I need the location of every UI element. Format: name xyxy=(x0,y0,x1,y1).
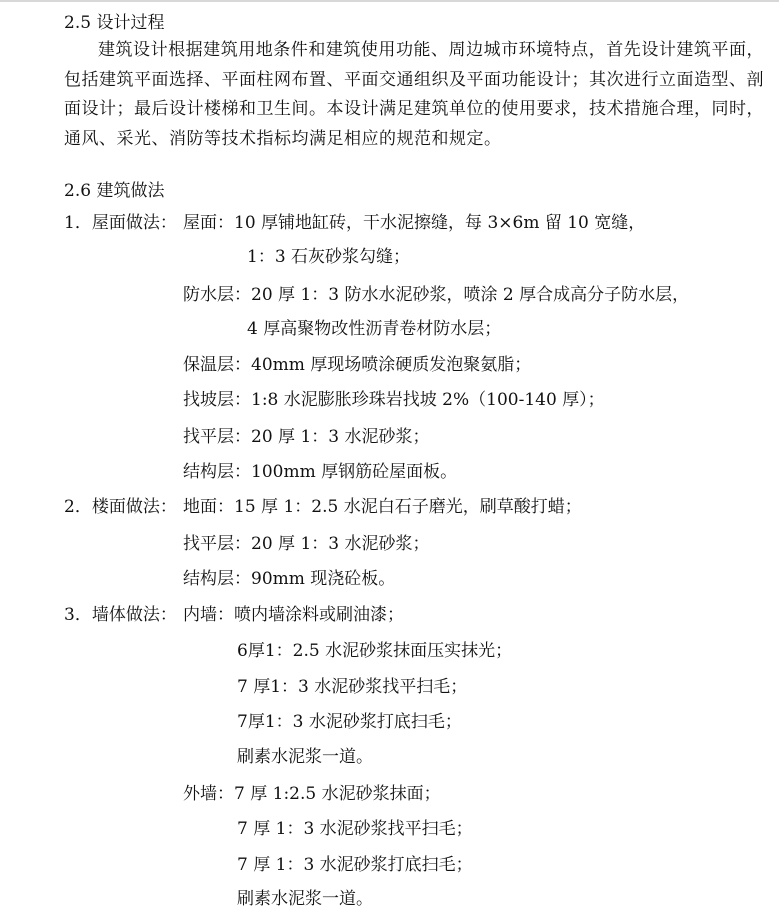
floor-line-structure: 结构层：90mm 现浇砼板。 xyxy=(183,569,396,589)
floor-method-label: 2．楼面做法： xyxy=(64,497,177,517)
section-heading-2-5: 2.5 设计过程 xyxy=(64,13,165,33)
outer-wall-line-base: 7 厚 1：3 水泥砂浆打底扫毛； xyxy=(237,855,473,875)
inner-wall-line-leveling: 7 厚1：3 水泥砂浆找平扫毛； xyxy=(237,677,468,697)
roof-line-waterproof-cont: 4 厚高聚物改性沥青卷材防水层； xyxy=(247,319,502,339)
section-heading-2-6: 2.6 建筑做法 xyxy=(64,181,165,201)
inner-wall-line-finish: 内墙：喷内墙涂料或刷油漆； xyxy=(183,605,404,625)
roof-method-label: 1．屋面做法： xyxy=(64,213,177,233)
wall-method-label: 3．墙体做法： xyxy=(64,605,177,625)
outer-wall-line-leveling: 7 厚 1：3 水泥砂浆找平扫毛； xyxy=(237,819,473,839)
roof-line-slope: 找坡层：1:8 水泥膨胀珍珠岩找坡 2%（100-140 厚）； xyxy=(183,390,605,410)
inner-wall-line-cement: 刷素水泥浆一道。 xyxy=(237,747,373,767)
roof-line-structure: 结构层：100mm 厚钢筋砼屋面板。 xyxy=(183,462,458,482)
roof-line-surface-cont: 1：3 石灰砂浆勾缝； xyxy=(247,247,411,267)
inner-wall-line-base: 7厚1：3 水泥砂浆打底扫毛； xyxy=(237,712,462,732)
design-process-paragraph: 建筑设计根据建筑用地条件和建筑使用功能、周边城市环境特点，首先设计建筑平面，包括建筑平面选择、平面柱网布置、平面交通组织及平面功能设计；其次进行立面造型、剖面设计；最后设计楼梯和卫生间。本设计满足建筑单位的使用要求，技术措施合理，同时，通风、采光、消防等技术指标均满足相应的规范和规定。 xyxy=(64,40,764,150)
roof-line-surface: 屋面：10 厚铺地缸砖，干水泥擦缝，每 3×6m 留 10 宽缝， xyxy=(183,213,646,233)
roof-line-insulation: 保温层：40mm 厚现场喷涂硬质发泡聚氨脂； xyxy=(183,355,532,375)
outer-wall-line-cement: 刷素水泥浆一道。 xyxy=(237,889,373,909)
inner-wall-line-plaster: 6厚1：2.5 水泥砂浆抹面压实抹光； xyxy=(237,641,513,661)
floor-line-surface: 地面：15 厚 1：2.5 水泥白石子磨光，刷草酸打蜡； xyxy=(183,497,582,517)
outer-wall-line-finish: 外墙：7 厚 1:2.5 水泥砂浆抹面； xyxy=(183,784,441,804)
roof-line-waterproof: 防水层：20 厚 1：3 防水水泥砂浆，喷涂 2 厚合成高分子防水层， xyxy=(183,285,690,305)
top-border-line xyxy=(0,0,779,2)
floor-line-leveling: 找平层：20 厚 1：3 水泥砂浆； xyxy=(183,534,430,554)
roof-line-leveling: 找平层：20 厚 1：3 水泥砂浆； xyxy=(183,427,430,447)
